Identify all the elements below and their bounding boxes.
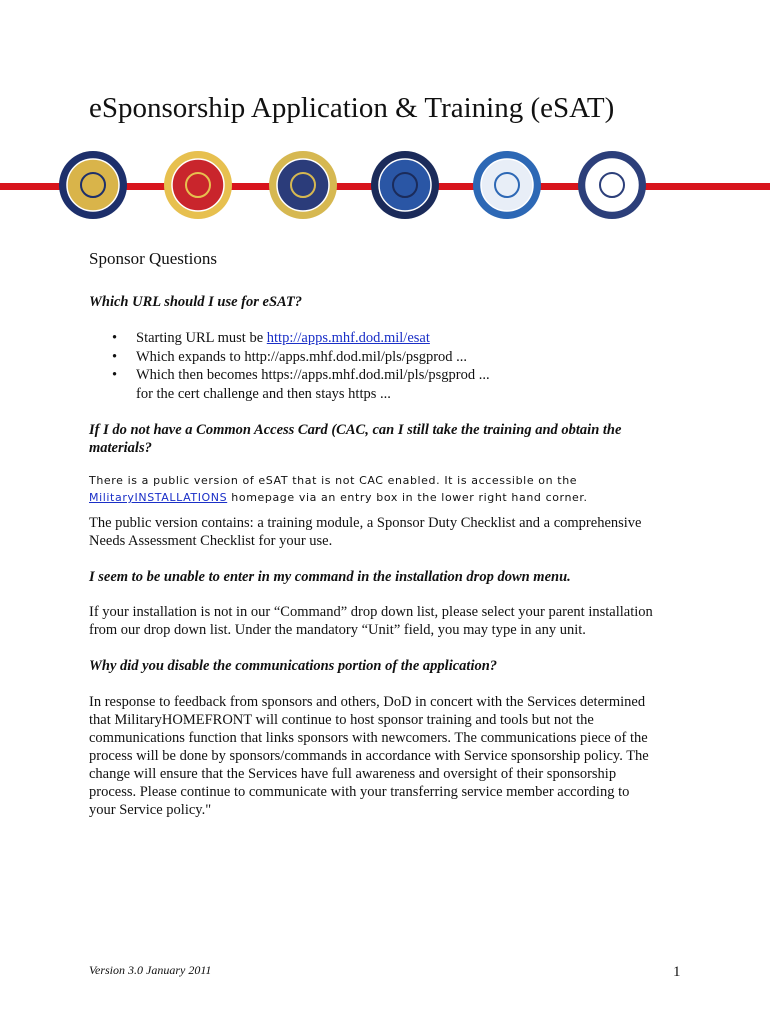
public-version-note	[89, 472, 588, 506]
paragraph-line: process. Please continue to communicate with your transferring service member according to	[89, 784, 630, 800]
navy-seal-icon	[268, 150, 338, 220]
marine-corps-seal-icon	[163, 150, 233, 220]
question-communications: Why did you disable the communications portion of the application?	[89, 658, 498, 674]
seal-inner-field	[277, 159, 329, 211]
page-number: 1	[673, 964, 681, 980]
seal-inner-field	[379, 159, 431, 211]
coast-guard-seal-icon	[472, 150, 542, 220]
paragraph-line: Needs Assessment Checklist for your use.	[89, 533, 333, 549]
bullet-icon: •	[112, 367, 118, 383]
page-title: eSponsorship Application & Training (eSAT)	[89, 92, 615, 124]
public-version-paragraph	[89, 514, 699, 550]
question-cac-line1: If I do not have a Common Access Card (CAC, can I still take the training and obtain the	[89, 422, 622, 438]
list-item	[89, 329, 490, 348]
bullet-text: Which expands to http://apps.mhf.dod.mil/pls/psgprod ...	[136, 348, 468, 365]
esat-url-link[interactable]: http://apps.mhf.dod.mil/esat	[266, 330, 430, 346]
dod-seal-icon	[577, 150, 647, 220]
command-paragraph	[89, 603, 699, 639]
paragraph-line: The public version contains: a training module, a Sponsor Duty Checklist and a comprehensive	[89, 515, 642, 531]
question-url: Which URL should I use for eSAT?	[89, 294, 302, 310]
question-cac	[89, 421, 689, 457]
bullet-continuation: for the cert challenge and then stays https ...	[136, 385, 391, 402]
military-installations-link[interactable]: MilitaryINSTALLATIONS	[89, 491, 228, 504]
note-line1: There is a public version of eSAT that is not CAC enabled. It is accessible on the	[89, 474, 578, 487]
communications-paragraph	[89, 693, 699, 819]
bullet-text: Which then becomes https://apps.mhf.dod.mil/pls/psgprod ...	[136, 367, 490, 383]
seal-inner-field	[586, 159, 638, 211]
bullet-text: Starting URL must be	[136, 330, 267, 346]
seal-inner-field	[172, 159, 224, 211]
paragraph-line: If your installation is not in our “Command” drop down list, please select your parent installation	[89, 604, 653, 620]
paragraph-line: from our drop down list. Under the mandatory “Unit” field, you may type in any unit.	[89, 622, 586, 638]
list-item	[89, 366, 490, 403]
paragraph-line: In response to feedback from sponsors and others, DoD in concert with the Services determined	[89, 694, 646, 710]
seal-inner-field	[481, 159, 533, 211]
paragraph-line: change will ensure that the Services have full awareness and oversight of their sponsorship	[89, 766, 617, 782]
bullet-icon: •	[112, 348, 118, 365]
army-seal-icon	[58, 150, 128, 220]
footer-version: Version 3.0 January 2011	[89, 963, 212, 977]
question-command: I seem to be unable to enter in my command in the installation drop down menu.	[89, 569, 571, 585]
question-cac-line2: materials?	[89, 440, 152, 456]
paragraph-line: your Service policy."	[89, 802, 212, 818]
note-line2: homepage via an entry box in the lower right hand corner.	[227, 491, 588, 504]
air-force-seal-icon	[370, 150, 440, 220]
url-bullet-list	[89, 329, 490, 403]
paragraph-line: process will be done by sponsors/commands in accordance with Service sponsorship policy. The	[89, 748, 649, 764]
paragraph-line: that MilitaryHOMEFRONT will continue to host sponsor training and tools but not the	[89, 712, 594, 728]
list-item	[89, 348, 490, 367]
section-heading: Sponsor Questions	[89, 249, 217, 268]
seal-inner-field	[67, 159, 119, 211]
bullet-icon: •	[112, 330, 118, 346]
paragraph-line: communications function that links sponsors with newcomers. The communications piece of the	[89, 730, 648, 746]
